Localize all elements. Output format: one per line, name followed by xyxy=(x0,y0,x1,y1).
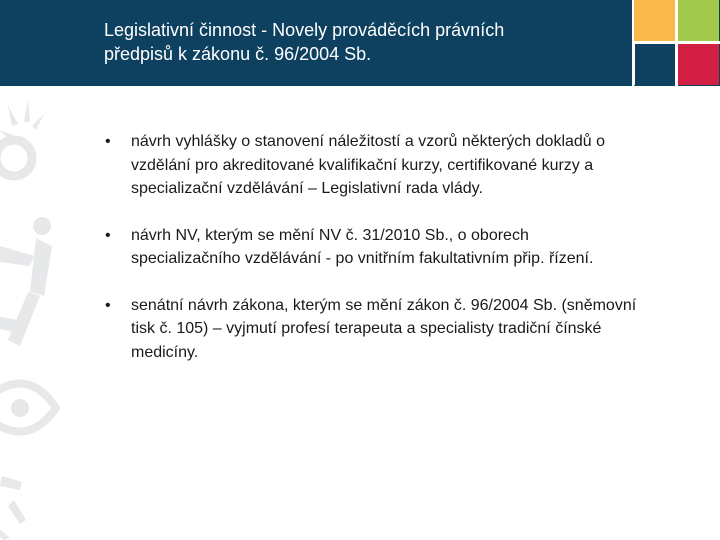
bullet-icon: • xyxy=(105,296,111,314)
corner-tile-red xyxy=(678,44,719,85)
corner-tile-navy xyxy=(634,44,676,85)
list-item-text: návrh vyhlášky o stanovení náležitostí a vzorů některých dokladů o vzdělání pro akreditované kvalifikační kurzy, certifikované kurzy a specializační vzdělávání – Legislativní rada vlády. xyxy=(131,133,606,197)
slide-title-line-2: předpisů k zákonu č. 96/2004 Sb. xyxy=(104,44,372,64)
decor-watermark-icon xyxy=(0,96,60,540)
corner-tile-yellow xyxy=(634,0,675,41)
corner-tile-divider-vertical xyxy=(675,0,678,86)
list-item-text: senátní návrh zákona, kterým se mění zákon č. 96/2004 Sb. (sněmovní tisk č. 105) – vyjmutí profesí terapeuta a specialisty tradiční čínské medicíny. xyxy=(131,296,637,361)
bullet-list xyxy=(100,130,640,387)
corner-tile-green xyxy=(678,0,719,41)
bullet-icon: • xyxy=(105,226,111,244)
list-item-text: návrh NV, kterým se mění NV č. 31/2010 Sb., o oborech specializačního vzdělávání - po vnitřním fakultativním přip. řízení. xyxy=(131,226,594,267)
list-item xyxy=(100,130,640,201)
header-bar xyxy=(0,0,720,86)
bullet-icon: • xyxy=(105,133,111,150)
corner-tile-divider-left xyxy=(632,0,634,86)
slide-title xyxy=(104,18,624,66)
slide-title-line-1: Legislativní činnost - Novely prováděcích právních xyxy=(104,20,505,40)
list-item xyxy=(100,294,640,365)
list-item xyxy=(100,224,640,271)
